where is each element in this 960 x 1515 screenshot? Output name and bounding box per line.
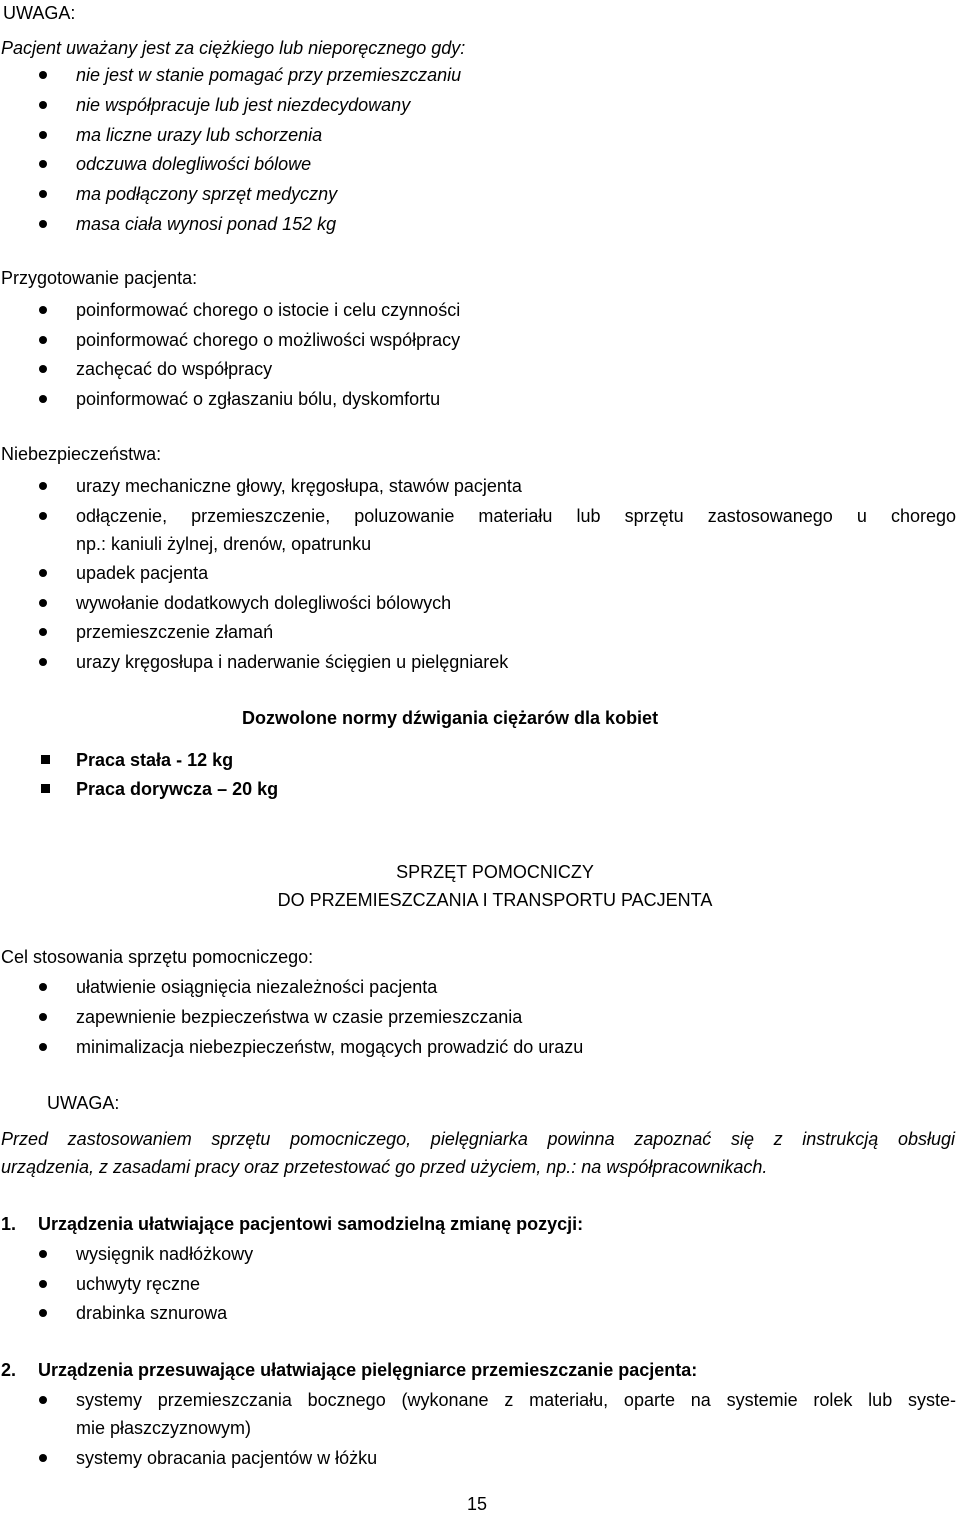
list-item: poinformować chorego o możliwości współpracy xyxy=(76,330,461,350)
norms-heading: Dozwolone normy dźwigania ciężarów dla kobiet xyxy=(242,708,659,728)
list-item: masa ciała wynosi ponad 152 kg xyxy=(76,214,337,234)
bullet-icon xyxy=(39,101,47,109)
list-item-continuation: mie płaszczyznowym) xyxy=(76,1418,252,1438)
list-item: przemieszczenie złamań xyxy=(76,622,274,642)
equipment-title-line1: SPRZĘT POMOCNICZY xyxy=(396,862,594,882)
bullet-icon xyxy=(39,1280,47,1288)
square-bullet-icon xyxy=(41,755,50,764)
list-item: wysięgnik nadłóżkowy xyxy=(76,1244,254,1264)
warning-text: Przed zastosowaniem sprzętu pomocniczego, pielęgniarka powinna zapoznać się z instrukcją obsługi xyxy=(1,1129,955,1149)
section-number: 1. xyxy=(1,1214,17,1234)
list-item: Praca dorywcza – 20 kg xyxy=(76,779,279,799)
section-number: 2. xyxy=(1,1360,17,1380)
list-item: odczuwa dolegliwości bólowe xyxy=(76,154,312,174)
section-heading: Przygotowanie pacjenta: xyxy=(1,268,198,288)
list-item: nie jest w stanie pomagać przy przemieszczaniu xyxy=(76,65,462,85)
list-item: zachęcać do współpracy xyxy=(76,359,273,379)
equipment-title-line2: DO PRZEMIESZCZANIA I TRANSPORTU PACJENTA xyxy=(277,890,713,910)
section-heading: Cel stosowania sprzętu pomocniczego: xyxy=(1,947,314,967)
bullet-icon xyxy=(39,160,47,168)
bullet-icon xyxy=(39,1454,47,1462)
list-item: uchwyty ręczne xyxy=(76,1274,201,1294)
list-item: nie współpracuje lub jest niezdecydowany xyxy=(76,95,411,115)
list-item: Praca stała - 12 kg xyxy=(76,750,234,770)
list-item: drabinka sznurowa xyxy=(76,1303,228,1323)
bullet-icon xyxy=(39,1250,47,1258)
list-item: poinformować o zgłaszaniu bólu, dyskomfortu xyxy=(76,389,441,409)
list-item: systemy obracania pacjentów w łóżku xyxy=(76,1448,378,1468)
bullet-icon xyxy=(39,658,47,666)
bullet-icon xyxy=(39,1309,47,1317)
bullet-icon xyxy=(39,512,47,520)
bullet-icon xyxy=(39,1013,47,1021)
list-item: ma liczne urazy lub schorzenia xyxy=(76,125,323,145)
list-item: poinformować chorego o istocie i celu czynności xyxy=(76,300,461,320)
section-heading: Urządzenia ułatwiające pacjentowi samodzielną zmianę pozycji: xyxy=(38,1214,584,1234)
list-item: odłączenie, przemieszczenie, poluzowanie materiału lub sprzętu zastosowanego u chorego xyxy=(76,506,956,526)
bullet-icon xyxy=(39,1396,47,1404)
list-item: zapewnienie bezpieczeństwa w czasie przemieszczania xyxy=(76,1007,523,1027)
section-heading: Niebezpieczeństwa: xyxy=(1,444,162,464)
bullet-icon xyxy=(39,983,47,991)
list-item: urazy mechaniczne głowy, kręgosłupa, stawów pacjenta xyxy=(76,476,522,496)
bullet-icon xyxy=(39,306,47,314)
bullet-icon xyxy=(39,365,47,373)
list-item: urazy kręgosłupa i naderwanie ścięgien u pielęgniarek xyxy=(76,652,509,672)
bullet-icon xyxy=(39,220,47,228)
warning-text: urządzenia, z zasadami pracy oraz przetestować go przed użyciem, np.: na współpracownikach. xyxy=(1,1157,768,1177)
list-item: wywołanie dodatkowych dolegliwości bólowych xyxy=(76,593,452,613)
square-bullet-icon xyxy=(41,784,50,793)
section-heading: Urządzenia przesuwające ułatwiające pielęgniarce przemieszczanie pacjenta: xyxy=(38,1360,698,1380)
list-item: ma podłączony sprzęt medyczny xyxy=(76,184,338,204)
warning-intro: Pacjent uważany jest za ciężkiego lub nieporęcznego gdy: xyxy=(1,38,466,58)
bullet-icon xyxy=(39,395,47,403)
list-item-continuation: np.: kaniuli żylnej, drenów, opatrunku xyxy=(76,534,372,554)
list-item: systemy przemieszczania bocznego (wykonane z materiału, oparte na systemie rolek lub syste- xyxy=(76,1390,956,1410)
bullet-icon xyxy=(39,336,47,344)
warning-heading: UWAGA: xyxy=(47,1093,120,1113)
bullet-icon xyxy=(39,628,47,636)
warning-heading: UWAGA: xyxy=(3,3,76,23)
bullet-icon xyxy=(39,131,47,139)
bullet-icon xyxy=(39,599,47,607)
bullet-icon xyxy=(39,482,47,490)
list-item: upadek pacjenta xyxy=(76,563,209,583)
bullet-icon xyxy=(39,190,47,198)
bullet-icon xyxy=(39,1043,47,1051)
list-item: minimalizacja niebezpieczeństw, mogących prowadzić do urazu xyxy=(76,1037,584,1057)
bullet-icon xyxy=(39,569,47,577)
bullet-icon xyxy=(39,71,47,79)
page-number: 15 xyxy=(467,1494,488,1514)
list-item: ułatwienie osiągnięcia niezależności pacjenta xyxy=(76,977,438,997)
